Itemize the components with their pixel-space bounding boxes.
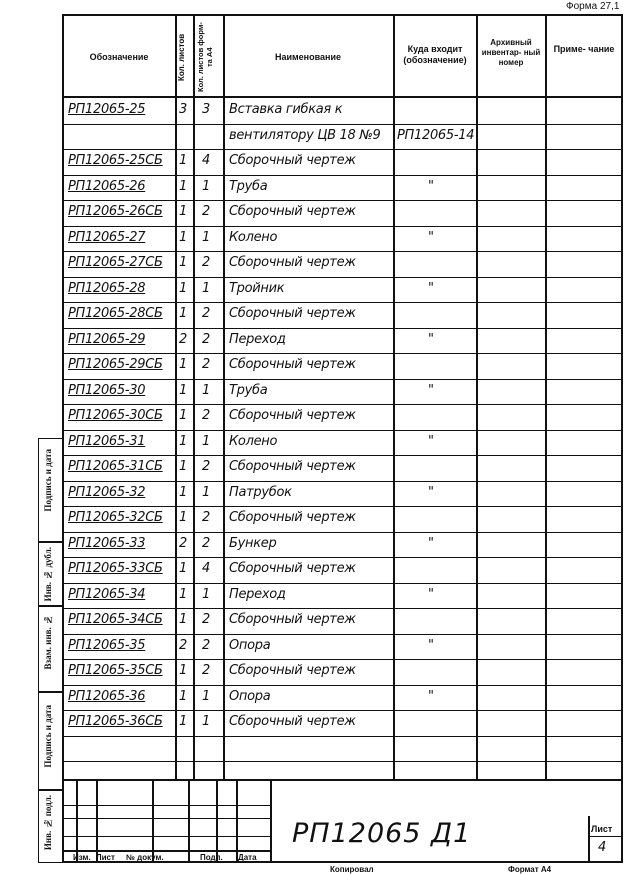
row-designation: РП12065-36 [68, 689, 146, 704]
row-name: Колено [229, 230, 278, 245]
tb-col-sign: Подп. [200, 853, 223, 862]
row-where: " [428, 587, 434, 602]
row-line [62, 302, 623, 303]
tb-col-doc: № докум. [126, 853, 164, 862]
header-where-used: Куда входит (обозначение) [403, 44, 467, 65]
tb-col-izm: Изм. [73, 853, 91, 862]
side-box [38, 542, 62, 606]
row-designation: РП12065-29 [68, 332, 146, 347]
row-designation: РП12065-26 [68, 179, 146, 194]
row-designation: РП12065-25СБ [68, 153, 163, 168]
row-a4: 1 [202, 383, 210, 398]
row-a4: 1 [202, 281, 210, 296]
row-name: Переход [229, 332, 286, 347]
tb-col [270, 779, 272, 863]
row-sheets: 2 [179, 638, 187, 653]
row-name: Патрубок [229, 485, 292, 500]
row-sheets: 1 [179, 153, 187, 168]
row-name: Сборочный чертеж [229, 459, 356, 474]
row-name: Сборочный чертеж [229, 357, 356, 372]
header-sheets-count: Кол. листов [177, 33, 186, 81]
row-sheets: 1 [179, 230, 187, 245]
col-line [393, 14, 395, 779]
row-where: " [428, 638, 434, 653]
row-name: Сборочный чертеж [229, 306, 356, 321]
row-name: Сборочный чертеж [229, 561, 356, 576]
header-note: Приме- чание [553, 44, 615, 54]
row-line [62, 404, 623, 405]
row-sheets: 1 [179, 306, 187, 321]
tb-line [588, 836, 623, 837]
row-a4: 3 [202, 102, 210, 117]
side-box [38, 606, 62, 692]
row-sheets: 1 [179, 408, 187, 423]
header-name: Наименование [274, 52, 342, 62]
col-line [545, 14, 547, 779]
title-block-top [62, 779, 623, 781]
row-name: Сборочный чертеж [229, 714, 356, 729]
row-where: " [428, 485, 434, 500]
row-designation: РП12065-30СБ [68, 408, 163, 423]
side-label: Взам. инв. № [43, 615, 53, 670]
row-line [62, 353, 623, 354]
row-line [62, 200, 623, 201]
row-sheets: 1 [179, 663, 187, 678]
doc-number: РП12065 Д1 [292, 818, 472, 849]
row-sheets: 2 [179, 536, 187, 551]
row-a4: 1 [202, 434, 210, 449]
row-sheets: 1 [179, 714, 187, 729]
row-name: Вставка гибкая к [229, 102, 343, 117]
row-a4: 2 [202, 536, 210, 551]
row-designation: РП12065-31СБ [68, 459, 163, 474]
row-a4: 2 [202, 255, 210, 270]
row-sheets: 3 [179, 102, 187, 117]
row-name: Сборочный чертеж [229, 204, 356, 219]
row-where: " [428, 281, 434, 296]
tb-line [62, 818, 270, 819]
row-sheets: 1 [179, 357, 187, 372]
row-a4: 2 [202, 459, 210, 474]
row-name: вентилятору ЦВ 18 №9 [229, 128, 381, 143]
row-line [62, 736, 623, 737]
side-box [38, 438, 62, 542]
header-archive-no: Архивный инвентар- ный номер [481, 38, 541, 67]
col-line [175, 14, 177, 779]
row-a4: 2 [202, 408, 210, 423]
row-designation: РП12065-35СБ [68, 663, 163, 678]
side-box [38, 692, 62, 790]
row-name: Колено [229, 434, 278, 449]
row-name: Сборочный чертеж [229, 663, 356, 678]
row-name: Труба [229, 179, 268, 194]
row-where: " [428, 689, 434, 704]
row-line [62, 251, 623, 252]
footer-format: Формат А4 [508, 865, 552, 874]
tb-col [588, 816, 590, 863]
row-line [62, 149, 623, 150]
row-sheets: 1 [179, 281, 187, 296]
row-a4: 1 [202, 230, 210, 245]
row-line [62, 761, 623, 762]
row-where: РП12065-14 [397, 128, 475, 143]
row-name: Сборочный чертеж [229, 408, 356, 423]
row-where: " [428, 332, 434, 347]
row-designation: РП12065-34 [68, 587, 146, 602]
side-label: Подпись и дата [43, 449, 53, 512]
sheet-label: Лист [591, 824, 613, 834]
tb-col-date: Дата [238, 853, 257, 862]
form-label: Форма 27,1 [566, 1, 620, 12]
row-a4: 1 [202, 485, 210, 500]
row-line [62, 634, 623, 635]
row-line [62, 175, 623, 176]
row-sheets: 2 [179, 332, 187, 347]
row-sheets: 1 [179, 434, 187, 449]
row-sheets: 1 [179, 587, 187, 602]
row-sheets: 1 [179, 485, 187, 500]
row-line [62, 430, 623, 431]
row-name: Бункер [229, 536, 277, 551]
row-name: Переход [229, 587, 286, 602]
row-name: Тройник [229, 281, 285, 296]
row-sheets: 1 [179, 510, 187, 525]
row-name: Опора [229, 638, 271, 653]
row-name: Опора [229, 689, 271, 704]
row-line [62, 659, 623, 660]
tb-line [62, 850, 270, 852]
row-a4: 1 [202, 179, 210, 194]
row-sheets: 1 [179, 689, 187, 704]
row-designation: РП12065-29СБ [68, 357, 163, 372]
row-where: " [428, 536, 434, 551]
row-line [62, 608, 623, 609]
row-name: Сборочный чертеж [229, 255, 356, 270]
row-name: Сборочный чертеж [229, 510, 356, 525]
row-designation: РП12065-25 [68, 102, 146, 117]
tb-col [152, 779, 154, 863]
row-name: Сборочный чертеж [229, 153, 356, 168]
tb-line [62, 836, 270, 837]
row-a4: 1 [202, 714, 210, 729]
row-a4: 1 [202, 689, 210, 704]
row-designation: РП12065-33СБ [68, 561, 163, 576]
row-designation: РП12065-35 [68, 638, 146, 653]
tb-col [236, 779, 238, 863]
row-line [62, 277, 623, 278]
row-name: Сборочный чертеж [229, 612, 356, 627]
row-a4: 2 [202, 510, 210, 525]
row-where: " [428, 383, 434, 398]
row-a4: 4 [202, 561, 210, 576]
side-label: Подпись и дата [43, 705, 53, 768]
header-sheets-a4: Кол. листов форм-та А4 [196, 22, 214, 92]
row-a4: 2 [202, 612, 210, 627]
row-a4: 2 [202, 306, 210, 321]
row-designation: РП12065-32СБ [68, 510, 163, 525]
row-designation: РП12065-34СБ [68, 612, 163, 627]
row-line [62, 379, 623, 380]
tb-col-list: Лист [96, 853, 115, 862]
tb-col [216, 779, 218, 863]
tb-line [62, 805, 270, 806]
row-line [62, 532, 623, 533]
row-line [62, 226, 623, 227]
row-line [62, 557, 623, 558]
row-a4: 2 [202, 663, 210, 678]
row-line [62, 710, 623, 711]
side-label: Инв. № подл. [43, 795, 53, 851]
row-designation: РП12065-27 [68, 230, 146, 245]
row-where: " [428, 434, 434, 449]
row-sheets: 1 [179, 383, 187, 398]
sheet-number: 4 [598, 840, 607, 855]
row-line [62, 481, 623, 482]
header-designation: Обозначение [89, 52, 149, 62]
row-a4: 2 [202, 204, 210, 219]
row-line [62, 685, 623, 686]
row-designation: РП12065-27СБ [68, 255, 163, 270]
row-designation: РП12065-28 [68, 281, 146, 296]
row-line [62, 124, 623, 125]
row-sheets: 1 [179, 179, 187, 194]
row-sheets: 1 [179, 255, 187, 270]
row-designation: РП12065-26СБ [68, 204, 163, 219]
row-a4: 4 [202, 153, 210, 168]
col-line [476, 14, 478, 779]
header-line [62, 96, 623, 98]
tb-col [96, 779, 98, 863]
row-designation: РП12065-28СБ [68, 306, 163, 321]
row-where: " [428, 179, 434, 194]
row-a4: 2 [202, 638, 210, 653]
row-designation: РП12065-33 [68, 536, 146, 551]
tb-col [188, 779, 190, 863]
tb-col [76, 779, 78, 863]
col-line [223, 14, 225, 779]
row-sheets: 1 [179, 561, 187, 576]
row-designation: РП12065-31 [68, 434, 146, 449]
row-a4: 2 [202, 332, 210, 347]
row-designation: РП12065-30 [68, 383, 146, 398]
row-a4: 2 [202, 357, 210, 372]
row-line [62, 506, 623, 507]
row-designation: РП12065-32 [68, 485, 146, 500]
row-line [62, 583, 623, 584]
row-line [62, 328, 623, 329]
row-line [62, 455, 623, 456]
row-a4: 1 [202, 587, 210, 602]
row-designation: РП12065-36СБ [68, 714, 163, 729]
row-sheets: 1 [179, 204, 187, 219]
side-label: Инв. № дубл. [43, 547, 53, 602]
side-box [38, 790, 62, 863]
col-line [193, 14, 195, 779]
row-where: " [428, 230, 434, 245]
row-name: Труба [229, 383, 268, 398]
footer-copied: Копировал [330, 865, 374, 874]
row-sheets: 1 [179, 459, 187, 474]
row-sheets: 1 [179, 612, 187, 627]
